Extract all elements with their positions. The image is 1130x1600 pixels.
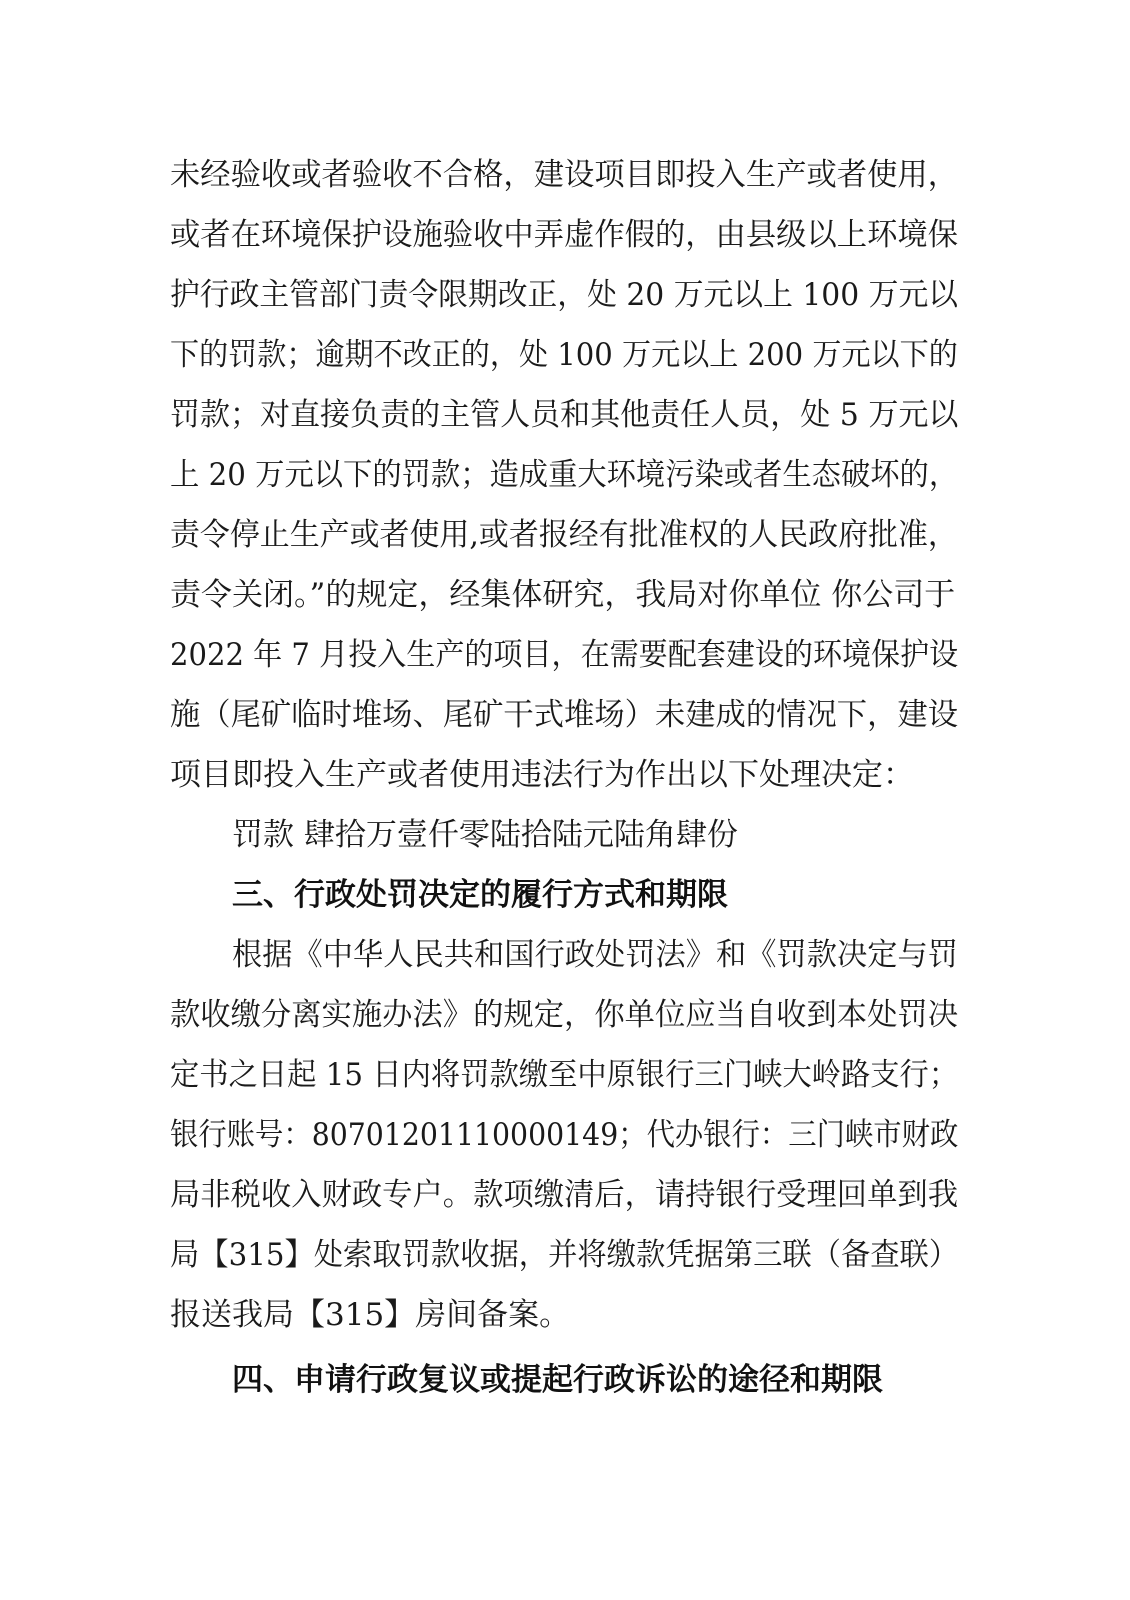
body-line-1: 未经验收或者验收不合格，建设项目即投入生产或者使用， bbox=[170, 157, 959, 193]
body-line-8: 责令关闭。”的规定，经集体研究，我局对你单位 你公司于 bbox=[170, 577, 956, 613]
section-heading-3: 三、行政处罚决定的履行方式和期限 bbox=[232, 877, 728, 913]
body-line-2: 或者在环境保护设施验收中弄虚作假的，由县级以上环境保 bbox=[170, 217, 959, 253]
para3-line-5: 局非税收入财政专户。款项缴清后，请持银行受理回单到我 bbox=[170, 1177, 959, 1213]
para3-line-4: 银行账号：80701201110000149；代办银行：三门峡市财政 bbox=[170, 1117, 959, 1153]
para3-line-7: 报送我局【315】房间备案。 bbox=[170, 1297, 571, 1333]
section-heading-4: 四、申请行政复议或提起行政诉讼的途径和期限 bbox=[232, 1362, 883, 1398]
body-line-5: 罚款；对直接负责的主管人员和其他责任人员，处 5 万元以 bbox=[170, 397, 959, 433]
para3-line-6: 局【315】处索取罚款收据，并将缴款凭据第三联（备查联） bbox=[170, 1237, 959, 1273]
body-line-3: 护行政主管部门责令限期改正，处 20 万元以上 100 万元以 bbox=[170, 277, 959, 313]
body-line-6: 上 20 万元以下的罚款；造成重大环境污染或者生态破坏的， bbox=[170, 457, 959, 493]
para3-line-1: 根据《中华人民共和国行政处罚法》和《罚款决定与罚 bbox=[232, 937, 958, 973]
body-line-10: 施（尾矿临时堆场、尾矿干式堆场）未建成的情况下，建设 bbox=[170, 697, 959, 733]
para3-line-2: 款收缴分离实施办法》的规定，你单位应当自收到本处罚决 bbox=[170, 997, 959, 1033]
body-line-9: 2022 年 7 月投入生产的项目，在需要配套建设的环境保护设 bbox=[170, 637, 959, 673]
para3-line-3: 定书之日起 15 日内将罚款缴至中原银行三门峡大岭路支行； bbox=[170, 1057, 959, 1093]
body-line-11: 项目即投入生产或者使用违法行为作出以下处理决定： bbox=[170, 757, 914, 793]
body-line-4: 下的罚款；逾期不改正的，处 100 万元以上 200 万元以下的 bbox=[170, 337, 958, 373]
body-line-7: 责令停止生产或者使用,或者报经有批准权的人民政府批准， bbox=[170, 517, 958, 553]
fine-amount-line: 罚款 肆拾万壹仟零陆拾陆元陆角肆份 bbox=[232, 817, 738, 853]
